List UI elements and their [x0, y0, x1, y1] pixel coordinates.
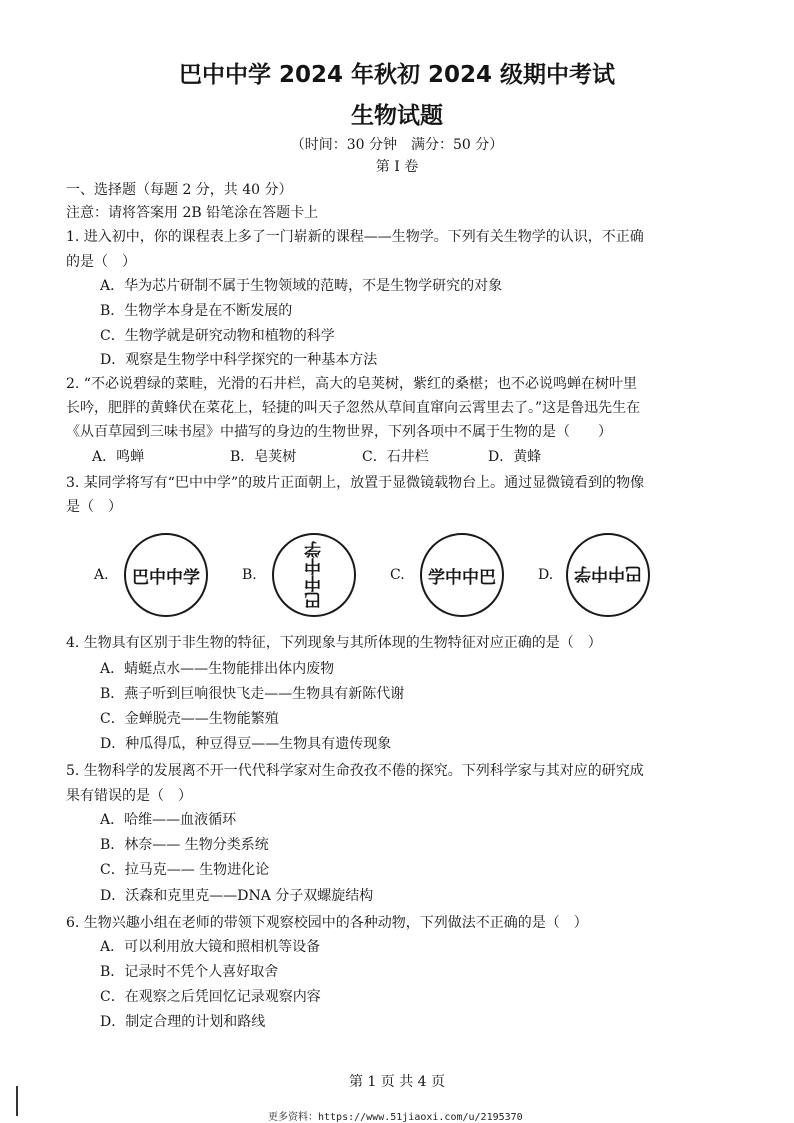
q3-label-c: C. [390, 567, 405, 583]
q4-option-c: C．金蝉脱壳——生物能繁殖 [100, 711, 279, 727]
q3-circle-a [124, 533, 208, 617]
q4-stem: 4. 生物具有区别于非生物的特征，下列现象与其所体现的生物特征对应正确的是（ ） [66, 635, 602, 651]
q3-image-d-text: 巴中中学 [574, 562, 642, 583]
q3-label-d: D. [538, 567, 554, 583]
exam-title: 巴中中学 2024 年秋初 2024 级期中考试 [178, 62, 616, 88]
q1-stem-line2: 的是（ ） [66, 254, 136, 270]
q2-option-a: A．鸣蝉 [92, 449, 145, 465]
q1-option-a: A．华为芯片研制不属于生物领域的范畴，不是生物学研究的对象 [100, 278, 503, 294]
q2-option-c: C．石井栏 [362, 449, 429, 465]
q1-option-d: D．观察是生物学中科学探究的一种基本方法 [100, 352, 378, 368]
exam-info: （时间：30 分钟 满分：50 分） [290, 137, 504, 153]
q4-option-b: B．燕子听到巨响很快飞走——生物具有新陈代谢 [100, 686, 405, 702]
q3-image-c-text: 学中中巴 [428, 567, 496, 588]
q3-circle-c [420, 533, 504, 617]
q1-option-b: B．生物学本身是在不断发展的 [100, 303, 293, 319]
scan-edge-mark [16, 1086, 18, 1116]
q5-option-a: A．哈维——血液循环 [100, 812, 237, 828]
q5-option-c: C．拉马克—— 生物进化论 [100, 862, 270, 878]
section-heading: 一、选择题（每题 2 分，共 40 分） [66, 182, 293, 198]
q6-option-a: A．可以利用放大镜和照相机等设备 [100, 939, 321, 955]
subject-title: 生物试题 [351, 103, 443, 129]
q3-circle-b [272, 533, 356, 617]
volume-label: 第 I 卷 [375, 159, 419, 175]
resource-link[interactable]: 更多资料：https://www.51jiaoxi.com/u/2195370 [268, 1112, 523, 1123]
section-note: 注意：请将答案用 2B 铅笔涂在答题卡上 [66, 205, 319, 221]
q2-option-d: D．黄蜂 [488, 449, 542, 465]
q3-label-b: B. [242, 567, 257, 583]
q5-option-d: D．沃森和克里克——DNA 分子双螺旋结构 [100, 888, 374, 904]
q3-label-a: A. [94, 567, 109, 583]
q3-image-b-text: 巴中中学 [304, 541, 325, 609]
q2-option-b: B．皂荚树 [230, 449, 297, 465]
q4-option-a: A．蜻蜓点水——生物能排出体内废物 [100, 661, 335, 677]
q2-stem-line3: 《从百草园到三味书屋》中描写的身边的生物世界，下列各项中不属于生物的是（ ） [66, 424, 612, 440]
q2-stem-line2: 长吟，肥胖的黄蜂伏在菜花上，轻捷的叫天子忽然从草间直窜向云霄里去了。”这是鲁迅先生在 [66, 400, 641, 416]
q5-stem-line2: 果有错误的是（ ） [66, 788, 192, 804]
q6-option-c: C．在观察之后凭回忆记录观察内容 [100, 989, 321, 1005]
q3-image-a-text: 巴中中学 [132, 567, 200, 588]
q4-option-d: D．种瓜得瓜，种豆得豆——生物具有遗传现象 [100, 736, 392, 752]
q3-stem-line1: 3. 某同学将写有“巴中中学”的玻片正面朝上，放置于显微镜载物台上。通过显微镜看到的物像 [66, 475, 645, 491]
q1-stem-line1: 1. 进入初中，你的课程表上多了一门崭新的课程——生物学。下列有关生物学的认识，不正确 [66, 229, 644, 245]
q5-stem-line1: 5. 生物科学的发展离不开一代代科学家对生命孜孜不倦的探究。下列科学家与其对应的研究成 [66, 763, 644, 779]
q1-option-c: C．生物学就是研究动物和植物的科学 [100, 328, 335, 344]
q6-option-d: D．制定合理的计划和路线 [100, 1014, 266, 1030]
page-number: 第 1 页 共 4 页 [348, 1074, 446, 1090]
q3-circle-d [566, 533, 650, 617]
q2-stem-line1: 2. “不必说碧绿的菜畦，光滑的石井栏，高大的皂荚树，紫红的桑椹；也不必说鸣蝉在树叶里 [66, 376, 637, 392]
q6-option-b: B．记录时不凭个人喜好取舍 [100, 964, 279, 980]
q6-stem: 6. 生物兴趣小组在老师的带领下观察校园中的各种动物，下列做法不正确的是（ ） [66, 915, 588, 931]
q3-stem-line2: 是（ ） [66, 499, 122, 515]
q5-option-b: B．林奈—— 生物分类系统 [100, 837, 269, 853]
